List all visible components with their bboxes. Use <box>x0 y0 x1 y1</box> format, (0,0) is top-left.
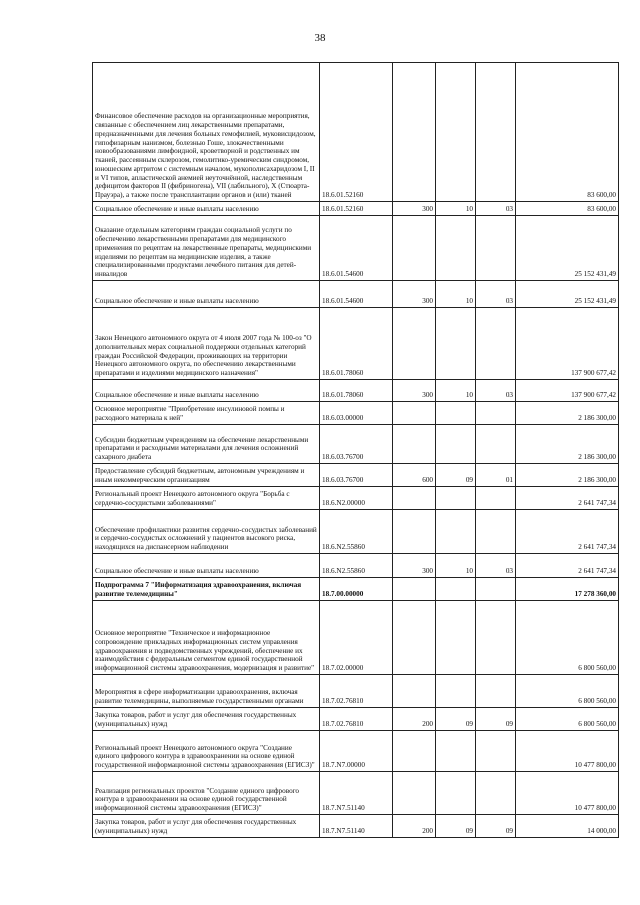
row-code: 18.6.03.00000 <box>320 402 393 425</box>
row-subsection: 09 <box>476 815 516 838</box>
row-expense-type: 200 <box>393 815 436 838</box>
row-amount: 25 152 431,49 <box>516 216 619 281</box>
table-row <box>93 425 619 464</box>
row-name: Обеспечение профилактики развития сердечно-сосудистых заболеваний и сердечно-сосудистых осложнений у пациентов высокого риска, находящихся на диспансерном наблюдении <box>93 510 320 554</box>
row-subsection <box>476 675 516 708</box>
table-row <box>93 578 619 601</box>
row-expense-type: 600 <box>393 464 436 487</box>
row-code: 18.7.02.00000 <box>320 601 393 675</box>
row-section: 10 <box>436 202 476 216</box>
row-section <box>436 425 476 464</box>
row-name: Оказание отдельным категориям граждан социальной услуги по обеспечению лекарственными препаратами для медицинского применения по рецептам на лекарственные препараты, медицинскими изделиями по рецептам на медицинские изделия, а также специализированными продуктами лечебного питания для детей-инвалидов <box>93 216 320 281</box>
row-expense-type <box>393 510 436 554</box>
table-row <box>93 308 619 380</box>
row-amount: 10 477 800,00 <box>516 731 619 772</box>
row-subsection: 01 <box>476 464 516 487</box>
row-section <box>436 675 476 708</box>
row-code: 18.6.N2.55860 <box>320 554 393 578</box>
row-code: 18.7.02.76810 <box>320 708 393 731</box>
row-subsection <box>476 772 516 815</box>
row-expense-type <box>393 487 436 510</box>
row-subsection <box>476 402 516 425</box>
table-row <box>93 815 619 838</box>
row-name: Закупка товаров, работ и услуг для обеспечения государственных (муниципальных) нужд <box>93 708 320 731</box>
row-name: Субсидии бюджетным учреждениям на обеспечение лекарственными препаратами и расходными материалами для лечения осложнений сахарного диабета <box>93 425 320 464</box>
row-code: 18.6.N2.00000 <box>320 487 393 510</box>
row-expense-type <box>393 675 436 708</box>
row-section <box>436 63 476 202</box>
row-amount: 2 641 747,34 <box>516 487 619 510</box>
row-amount: 6 800 560,00 <box>516 601 619 675</box>
row-expense-type <box>393 578 436 601</box>
table-row <box>93 402 619 425</box>
table-row <box>93 380 619 402</box>
row-subsection <box>476 601 516 675</box>
row-expense-type <box>393 731 436 772</box>
row-section: 10 <box>436 281 476 308</box>
row-amount: 25 152 431,49 <box>516 281 619 308</box>
row-subsection <box>476 63 516 202</box>
row-section <box>436 487 476 510</box>
row-code: 18.6.01.78060 <box>320 380 393 402</box>
row-section <box>436 772 476 815</box>
row-name: Социальное обеспечение и иные выплаты населению <box>93 380 320 402</box>
table-row <box>93 510 619 554</box>
table-row <box>93 708 619 731</box>
row-code: 18.7.02.76810 <box>320 675 393 708</box>
row-name: Закупка товаров, работ и услуг для обеспечения государственных (муниципальных) нужд <box>93 815 320 838</box>
table-row <box>93 464 619 487</box>
row-amount: 10 477 800,00 <box>516 772 619 815</box>
row-amount: 2 186 300,00 <box>516 425 619 464</box>
row-expense-type <box>393 601 436 675</box>
row-expense-type: 300 <box>393 202 436 216</box>
table-row <box>93 487 619 510</box>
row-amount: 14 000,00 <box>516 815 619 838</box>
row-code: 18.7.N7.00000 <box>320 731 393 772</box>
row-name: Закон Ненецкого автономного округа от 4 июля 2007 года № 100-оз "О дополнительных мерах социальной поддержки отдельных категорий граждан Российской Федерации, проживающих на территории Ненецкого автономного округа, по обеспечению лекарственными препаратами и изделиями медицинского назначения" <box>93 308 320 380</box>
row-expense-type: 300 <box>393 281 436 308</box>
row-name: Предоставление субсидий бюджетным, автономным учреждениям и иным некоммерческим организациям <box>93 464 320 487</box>
row-subsection: 03 <box>476 554 516 578</box>
row-amount: 137 900 677,42 <box>516 380 619 402</box>
row-subsection <box>476 487 516 510</box>
row-subsection <box>476 731 516 772</box>
table-row <box>93 675 619 708</box>
row-name: Основное мероприятие "Техническое и информационное сопровождение прикладных информационных систем управления здравоохранения и подведомственных учреждений, обеспечение их взаимодействия с федеральным сегментом единой государственной информационной системы здравоохранения, модернизация и развитие" <box>93 601 320 675</box>
row-name: Социальное обеспечение и иные выплаты населению <box>93 554 320 578</box>
budget-table <box>92 62 619 838</box>
table-row <box>93 772 619 815</box>
row-expense-type <box>393 216 436 281</box>
row-section: 09 <box>436 464 476 487</box>
row-name: Региональный проект Ненецкого автономного округа "Создание единого цифрового контура в здравоохранении на основе единой государственной информационной системы здравоохранения (ЕГИСЗ)" <box>93 731 320 772</box>
row-name: Финансовое обеспечение расходов на организационные мероприятия, связанные с обеспечением лиц лекарственными препаратами, предназначенными для лечения больных гемофилией, муковисцидозом, гипофизарным нанизмом, болезнью Гоше, злокачественными новообразованиями лимфоидной, кроветворной и родственных им тканей, рассеянным склерозом, гемолитико-уремическим синдромом, юношеским артритом с системным началом, мукополисахаридозом I, II и VI типов, апластической анемией неуточнённой, наследственным дефицитом факторов II (фибриногена), VII (лабильного), X (Стюарта-Прауэра), а также после трансплантации органов и (или) тканей <box>93 63 320 202</box>
row-expense-type: 300 <box>393 380 436 402</box>
row-name: Мероприятия в сфере информатизации здравоохранения, включая развитие телемедицины, выполняемые государственными органами <box>93 675 320 708</box>
row-section: 09 <box>436 708 476 731</box>
row-amount: 2 641 747,34 <box>516 510 619 554</box>
row-expense-type: 200 <box>393 708 436 731</box>
row-code: 18.6.01.54600 <box>320 281 393 308</box>
row-name: Основное мероприятие "Приобретение инсулиновой помпы и расходного материала к ней" <box>93 402 320 425</box>
row-name: Реализация региональных проектов "Создание единого цифрового контура в здравоохранении на основе единой государственной информационной системы здравоохранения (ЕГИСЗ)" <box>93 772 320 815</box>
row-subsection: 03 <box>476 202 516 216</box>
row-section <box>436 308 476 380</box>
row-expense-type <box>393 425 436 464</box>
table-row <box>93 63 619 202</box>
row-section: 10 <box>436 380 476 402</box>
table-row <box>93 554 619 578</box>
row-subsection: 09 <box>476 708 516 731</box>
table-row <box>93 216 619 281</box>
row-section: 09 <box>436 815 476 838</box>
row-section <box>436 578 476 601</box>
row-subsection <box>476 578 516 601</box>
row-amount: 6 800 560,00 <box>516 708 619 731</box>
row-section <box>436 216 476 281</box>
row-section <box>436 601 476 675</box>
page-number: 38 <box>314 32 326 44</box>
row-amount: 83 600,00 <box>516 202 619 216</box>
row-amount: 83 600,00 <box>516 63 619 202</box>
row-name: Социальное обеспечение и иные выплаты населению <box>93 202 320 216</box>
row-subsection: 03 <box>476 281 516 308</box>
row-section <box>436 402 476 425</box>
row-amount: 2 641 747,34 <box>516 554 619 578</box>
row-name: Региональный проект Ненецкого автономного округа "Борьба с сердечно-сосудистыми заболеваниями" <box>93 487 320 510</box>
row-name: Социальное обеспечение и иные выплаты населению <box>93 281 320 308</box>
row-subsection <box>476 216 516 281</box>
row-code: 18.6.01.52160 <box>320 202 393 216</box>
row-amount: 2 186 300,00 <box>516 464 619 487</box>
table-row <box>93 601 619 675</box>
row-expense-type <box>393 63 436 202</box>
row-name: Подпрограмма 7 "Информатизация здравоохранения, включая развитие телемедицины" <box>93 578 320 601</box>
row-subsection <box>476 425 516 464</box>
row-code: 18.6.03.76700 <box>320 464 393 487</box>
row-subsection <box>476 510 516 554</box>
table-row <box>93 202 619 216</box>
row-code: 18.6.01.78060 <box>320 308 393 380</box>
row-expense-type <box>393 772 436 815</box>
row-code: 18.6.01.52160 <box>320 63 393 202</box>
row-amount: 6 800 560,00 <box>516 675 619 708</box>
row-code: 18.7.N7.51140 <box>320 772 393 815</box>
row-expense-type <box>393 402 436 425</box>
row-code: 18.6.03.76700 <box>320 425 393 464</box>
row-code: 18.6.N2.55860 <box>320 510 393 554</box>
row-subsection: 03 <box>476 380 516 402</box>
row-section <box>436 731 476 772</box>
row-section: 10 <box>436 554 476 578</box>
row-amount: 17 278 360,00 <box>516 578 619 601</box>
row-expense-type <box>393 308 436 380</box>
row-expense-type: 300 <box>393 554 436 578</box>
row-code: 18.7.N7.51140 <box>320 815 393 838</box>
row-amount: 137 900 677,42 <box>516 308 619 380</box>
row-code: 18.6.01.54600 <box>320 216 393 281</box>
row-code: 18.7.00.00000 <box>320 578 393 601</box>
table-row <box>93 281 619 308</box>
table-row <box>93 731 619 772</box>
budget-table-body <box>93 63 619 838</box>
row-section <box>436 510 476 554</box>
row-subsection <box>476 308 516 380</box>
row-amount: 2 186 300,00 <box>516 402 619 425</box>
